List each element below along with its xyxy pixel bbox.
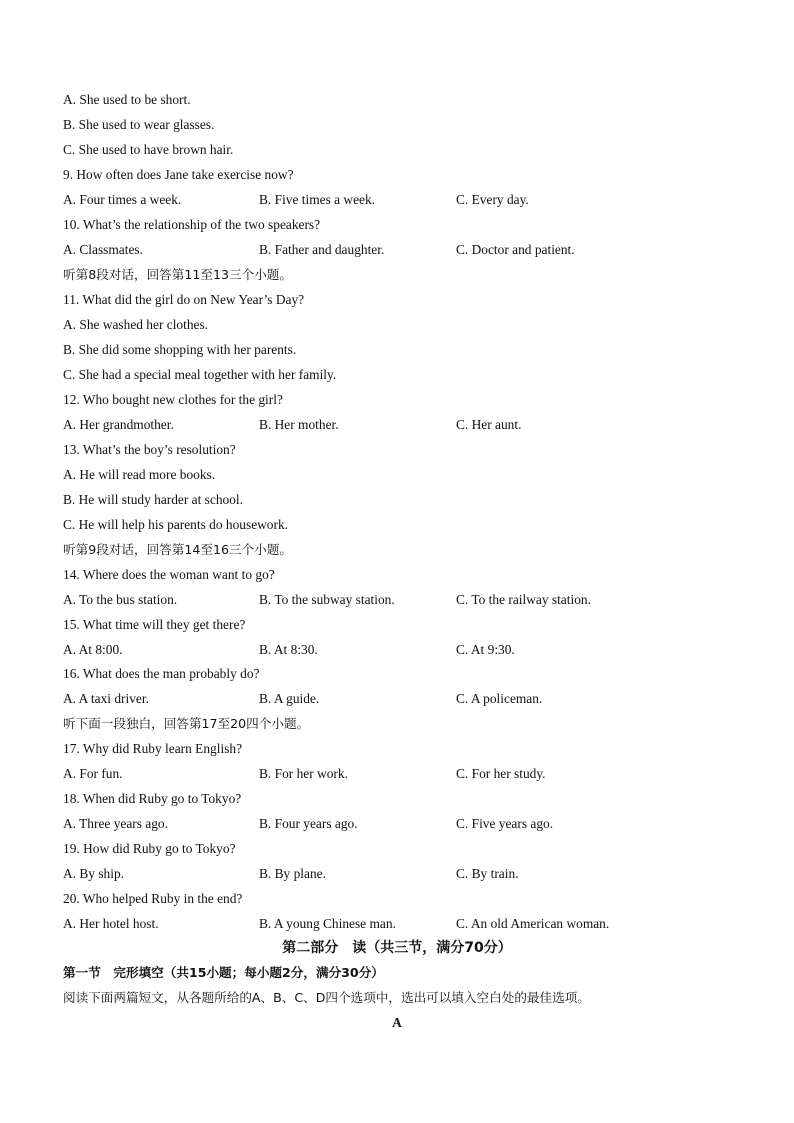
q14-option-a: A. To the bus station.: [63, 592, 178, 607]
q9-option-a: A. Four times a week.: [63, 192, 182, 207]
q17-stem: 17. Why did Ruby learn English?: [63, 741, 243, 756]
section-one-heading: 第一节 完形填空（共15小题；每小题2分，满分30分）: [63, 965, 384, 980]
q18-stem: 18. When did Ruby go to Tokyo?: [63, 791, 242, 806]
q19-stem: 19. How did Ruby go to Tokyo?: [63, 841, 236, 856]
q10-stem: 10. What’s the relationship of the two speakers?: [63, 217, 321, 232]
q11-option-b: B. She did some shopping with her parents.: [63, 342, 297, 357]
instruction-dialog-9: 听第9段对话，回答第14至16三个小题。: [63, 542, 292, 557]
q12-option-a: A. Her grandmother.: [63, 417, 174, 432]
q15-stem: 15. What time will they get there?: [63, 617, 246, 632]
q13-option-a: A. He will read more books.: [63, 467, 216, 482]
q13-option-c: C. He will help his parents do housework.: [63, 517, 289, 532]
q10-option-b: B. Father and daughter.: [259, 242, 385, 257]
q18-option-c: C. Five years ago.: [456, 816, 554, 831]
q18-option-b: B. Four years ago.: [259, 816, 358, 831]
passage-label: A: [392, 1015, 402, 1030]
q19-option-b: B. By plane.: [259, 866, 326, 881]
q10-option-c: C. Doctor and patient.: [456, 242, 575, 257]
part-two-heading: 第二部分 读（共三节，满分70分）: [282, 940, 512, 956]
instruction-dialog-8: 听第8段对话，回答第11至13三个小题。: [63, 267, 292, 282]
q13-stem: 13. What’s the boy’s resolution?: [63, 442, 236, 457]
q9-option-b: B. Five times a week.: [259, 192, 376, 207]
q13-option-b: B. He will study harder at school.: [63, 492, 243, 507]
q11-stem: 11. What did the girl do on New Year’s Day?: [63, 292, 305, 307]
q12-stem: 12. Who bought new clothes for the girl?: [63, 392, 283, 407]
q20-option-a: A. Her hotel host.: [63, 916, 159, 931]
q12-option-b: B. Her mother.: [259, 417, 339, 432]
q17-option-a: A. For fun.: [63, 766, 123, 781]
q8-option-a: A. She used to be short.: [63, 92, 191, 107]
q20-stem: 20. Who helped Ruby in the end?: [63, 891, 243, 906]
q16-option-c: C. A policeman.: [456, 691, 543, 706]
q14-option-c: C. To the railway station.: [456, 592, 591, 607]
q17-option-b: B. For her work.: [259, 766, 348, 781]
q12-option-c: C. Her aunt.: [456, 417, 522, 432]
section-one-instruction: 阅读下面两篇短文，从各题所给的A、B、C、D四个选项中，选出可以填入空白处的最佳选项。: [63, 990, 590, 1005]
q19-option-c: C. By train.: [456, 866, 519, 881]
q9-stem: 9. How often does Jane take exercise now?: [63, 167, 294, 182]
q15-option-b: B. At 8:30.: [259, 642, 318, 657]
q8-option-b: B. She used to wear glasses.: [63, 117, 215, 132]
q11-option-c: C. She had a special meal together with her family.: [63, 367, 337, 382]
q17-option-c: C. For her study.: [456, 766, 546, 781]
q11-option-a: A. She washed her clothes.: [63, 317, 209, 332]
q10-option-a: A. Classmates.: [63, 242, 143, 257]
q8-option-c: C. She used to have brown hair.: [63, 142, 234, 157]
q16-stem: 16. What does the man probably do?: [63, 666, 260, 681]
q14-stem: 14. Where does the woman want to go?: [63, 567, 275, 582]
instruction-monologue: 听下面一段独白，回答第17至20四个小题。: [63, 716, 310, 731]
q15-option-c: C. At 9:30.: [456, 642, 515, 657]
q16-option-a: A. A taxi driver.: [63, 691, 149, 706]
q19-option-a: A. By ship.: [63, 866, 125, 881]
q9-option-c: C. Every day.: [456, 192, 529, 207]
q20-option-b: B. A young Chinese man.: [259, 916, 396, 931]
q20-option-c: C. An old American woman.: [456, 916, 610, 931]
q18-option-a: A. Three years ago.: [63, 816, 168, 831]
q15-option-a: A. At 8:00.: [63, 642, 123, 657]
q14-option-b: B. To the subway station.: [259, 592, 395, 607]
q16-option-b: B. A guide.: [259, 691, 320, 706]
